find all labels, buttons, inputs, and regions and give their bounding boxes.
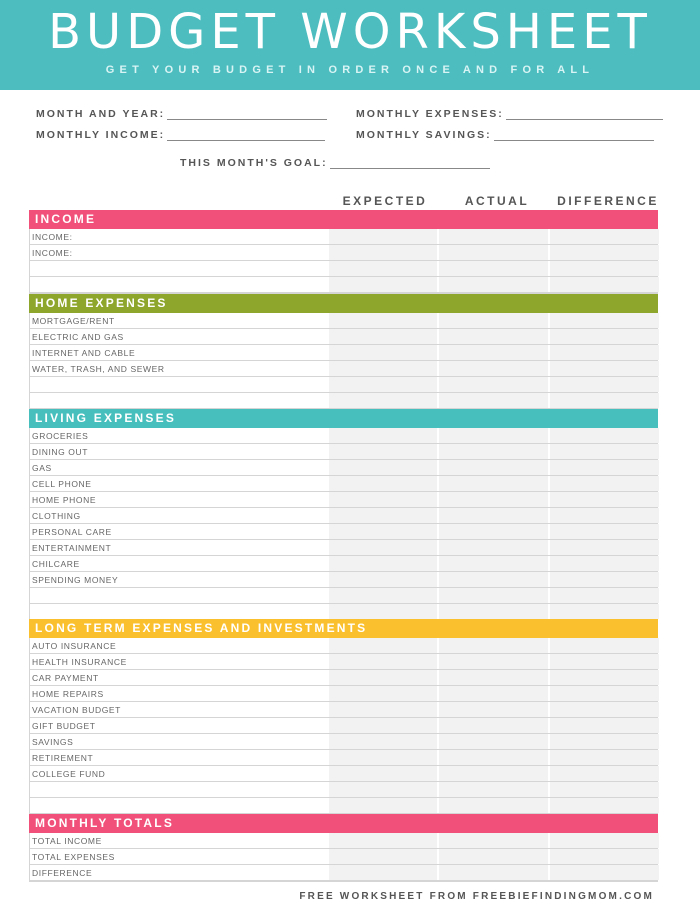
actual-cell[interactable] [439,865,548,880]
actual-cell[interactable] [439,524,548,539]
actual-cell[interactable] [439,245,548,260]
table-row[interactable] [30,798,657,814]
difference-cell[interactable] [550,476,659,491]
difference-cell[interactable] [550,393,659,408]
actual-cell[interactable] [439,361,548,376]
expected-cell[interactable] [329,261,437,276]
expected-cell[interactable] [329,865,437,880]
difference-cell[interactable] [550,686,659,701]
actual-cell[interactable] [439,638,548,653]
table-row[interactable] [30,245,657,261]
row-label: TOTAL INCOME [32,836,102,846]
expected-cell[interactable] [329,798,437,813]
footer-credit: FREE WORKSHEET FROM FREEBIEFINDINGMOM.COM [299,891,654,902]
monthly-income-label: MONTHLY INCOME: [36,129,166,141]
actual-cell[interactable] [439,492,548,507]
expected-cell[interactable] [329,393,437,408]
table-row[interactable] [30,750,657,766]
expected-cell[interactable] [329,849,437,864]
table-row[interactable] [30,766,657,782]
row-label: DIFFERENCE [32,868,93,878]
row-label: CELL PHONE [32,479,92,489]
difference-cell[interactable] [550,460,659,475]
actual-cell[interactable] [439,508,548,523]
table-row[interactable] [30,556,657,572]
difference-cell[interactable] [550,261,659,276]
row-label: DINING OUT [32,447,89,457]
table-row[interactable] [30,702,657,718]
actual-cell[interactable] [439,849,548,864]
difference-cell[interactable] [550,734,659,749]
table-row[interactable] [30,588,657,604]
actual-cell[interactable] [439,833,548,848]
actual-cell[interactable] [439,476,548,491]
income-table [29,229,658,294]
actual-cell[interactable] [439,556,548,571]
home-expenses-section-header: HOME EXPENSES [29,294,658,313]
difference-cell[interactable] [550,604,659,619]
table-row[interactable] [30,718,657,734]
expected-cell[interactable] [329,361,437,376]
expected-cell[interactable] [329,345,437,360]
actual-cell[interactable] [439,670,548,685]
row-label: SPENDING MONEY [32,575,119,585]
table-row[interactable] [30,460,657,476]
actual-cell[interactable] [439,718,548,733]
table-row[interactable] [30,540,657,556]
actual-cell[interactable] [439,782,548,797]
row-label: WATER, TRASH, AND SEWER [32,364,165,374]
difference-cell[interactable] [550,833,659,848]
actual-cell[interactable] [439,229,548,244]
expected-cell[interactable] [329,654,437,669]
expected-cell[interactable] [329,229,437,244]
row-label: INTERNET AND CABLE [32,348,136,358]
difference-cell[interactable] [550,245,659,260]
monthly-expenses-field[interactable] [356,108,663,120]
difference-cell[interactable] [550,588,659,603]
row-label: SAVINGS [32,737,74,747]
goal-label: THIS MONTH'S GOAL: [180,157,328,169]
difference-cell[interactable] [550,444,659,459]
expected-cell[interactable] [329,277,437,292]
row-label: INCOME: [32,248,73,258]
month-year-field[interactable] [36,108,327,120]
month-year-line [167,109,327,120]
difference-cell[interactable] [550,849,659,864]
row-label: MORTGAGE/RENT [32,316,115,326]
row-label: ENTERTAINMENT [32,543,112,553]
living-expenses-table [29,428,658,621]
expected-cell[interactable] [329,444,437,459]
monthly-totals-table [29,833,658,882]
monthly-savings-field[interactable] [356,129,654,141]
row-label: PERSONAL CARE [32,527,112,537]
row-label: CHILCARE [32,559,80,569]
expected-cell[interactable] [329,540,437,555]
actual-cell[interactable] [439,345,548,360]
row-label: COLLEGE FUND [32,769,106,779]
expected-cell[interactable] [329,734,437,749]
row-label: INCOME: [32,232,73,242]
actual-cell[interactable] [439,798,548,813]
expected-cell[interactable] [329,329,437,344]
living-expenses-section-header: LIVING EXPENSES [29,409,658,428]
table-row[interactable] [30,833,657,849]
table-row[interactable] [30,261,657,277]
expected-cell[interactable] [329,377,437,392]
monthly-savings-label: MONTHLY SAVINGS: [356,129,492,141]
difference-cell[interactable] [550,865,659,880]
actual-cell[interactable] [439,329,548,344]
difference-cell[interactable] [550,702,659,717]
expected-cell[interactable] [329,524,437,539]
table-row[interactable] [30,865,657,881]
difference-cell[interactable] [550,766,659,781]
expected-cell[interactable] [329,638,437,653]
actual-cell[interactable] [439,654,548,669]
goal-field[interactable] [180,157,490,169]
actual-cell[interactable] [439,460,548,475]
actual-cell[interactable] [439,766,548,781]
expected-cell[interactable] [329,572,437,587]
difference-cell[interactable] [550,229,659,244]
expected-cell[interactable] [329,670,437,685]
row-label: GIFT BUDGET [32,721,96,731]
expected-cell[interactable] [329,313,437,328]
goal-line [330,158,490,169]
expected-cell[interactable] [329,702,437,717]
actual-cell[interactable] [439,588,548,603]
long-term-table [29,638,658,815]
monthly-totals-section-header: MONTHLY TOTALS [29,814,658,833]
column-header-difference: DIFFERENCE [557,194,659,208]
monthly-income-line [167,130,325,141]
table-row[interactable] [30,313,657,329]
table-row[interactable] [30,444,657,460]
column-header-actual: ACTUAL [464,194,530,208]
home-expenses-table [29,313,658,410]
actual-cell[interactable] [439,540,548,555]
table-row[interactable] [30,345,657,361]
actual-cell[interactable] [439,393,548,408]
row-label: TOTAL EXPENSES [32,852,115,862]
difference-cell[interactable] [550,718,659,733]
row-label: AUTO INSURANCE [32,641,117,651]
monthly-expenses-line [506,109,663,120]
row-label: ELECTRIC AND GAS [32,332,124,342]
table-row[interactable] [30,393,657,409]
home-expenses-section [29,294,658,410]
table-row[interactable] [30,428,657,444]
table-row[interactable] [30,572,657,588]
actual-cell[interactable] [439,377,548,392]
table-row[interactable] [30,654,657,670]
table-row[interactable] [30,508,657,524]
expected-cell[interactable] [329,750,437,765]
difference-cell[interactable] [550,540,659,555]
income-section-header: INCOME [29,210,658,229]
row-label: VACATION BUDGET [32,705,121,715]
expected-cell[interactable] [329,782,437,797]
difference-cell[interactable] [550,345,659,360]
expected-cell[interactable] [329,460,437,475]
table-row[interactable] [30,277,657,293]
table-row[interactable] [30,849,657,865]
monthly-totals-section [29,814,658,882]
monthly-savings-line [494,130,654,141]
table-row[interactable] [30,734,657,750]
row-label: GROCERIES [32,431,89,441]
long-term-section-header: LONG TERM EXPENSES AND INVESTMENTS [29,619,658,638]
difference-cell[interactable] [550,508,659,523]
table-row[interactable] [30,638,657,654]
actual-cell[interactable] [439,750,548,765]
actual-cell[interactable] [439,277,548,292]
difference-cell[interactable] [550,329,659,344]
monthly-income-field[interactable] [36,129,325,141]
difference-cell[interactable] [550,670,659,685]
actual-cell[interactable] [439,444,548,459]
table-row[interactable] [30,524,657,540]
difference-cell[interactable] [550,798,659,813]
expected-cell[interactable] [329,492,437,507]
difference-cell[interactable] [550,638,659,653]
income-section [29,210,658,294]
expected-cell[interactable] [329,428,437,443]
page-title: BUDGET WORKSHEET [48,4,652,60]
difference-cell[interactable] [550,556,659,571]
table-row[interactable] [30,329,657,345]
actual-cell[interactable] [439,572,548,587]
monthly-expenses-label: MONTHLY EXPENSES: [356,108,504,120]
actual-cell[interactable] [439,313,548,328]
row-label: CLOTHING [32,511,81,521]
table-row[interactable] [30,361,657,377]
expected-cell[interactable] [329,766,437,781]
difference-cell[interactable] [550,361,659,376]
actual-cell[interactable] [439,734,548,749]
row-label: GAS [32,463,52,473]
expected-cell[interactable] [329,686,437,701]
row-label: HOME REPAIRS [32,689,104,699]
page-subtitle: GET YOUR BUDGET IN ORDER ONCE AND FOR ALL [105,64,595,76]
row-label: HEALTH INSURANCE [32,657,127,667]
living-expenses-section [29,409,658,621]
expected-cell[interactable] [329,604,437,619]
difference-cell[interactable] [550,524,659,539]
table-row[interactable] [30,670,657,686]
column-header-expected: EXPECTED [342,194,428,208]
header-banner [0,0,700,90]
difference-cell[interactable] [550,654,659,669]
actual-cell[interactable] [439,261,548,276]
expected-cell[interactable] [329,833,437,848]
row-label: RETIREMENT [32,753,94,763]
difference-cell[interactable] [550,277,659,292]
difference-cell[interactable] [550,377,659,392]
difference-cell[interactable] [550,492,659,507]
row-label: CAR PAYMENT [32,673,99,683]
table-row[interactable] [30,377,657,393]
actual-cell[interactable] [439,604,548,619]
table-row[interactable] [30,476,657,492]
actual-cell[interactable] [439,702,548,717]
difference-cell[interactable] [550,572,659,587]
expected-cell[interactable] [329,556,437,571]
expected-cell[interactable] [329,588,437,603]
difference-cell[interactable] [550,313,659,328]
difference-cell[interactable] [550,428,659,443]
difference-cell[interactable] [550,782,659,797]
month-year-label: MONTH AND YEAR: [36,108,166,120]
difference-cell[interactable] [550,750,659,765]
expected-cell[interactable] [329,718,437,733]
actual-cell[interactable] [439,686,548,701]
expected-cell[interactable] [329,245,437,260]
actual-cell[interactable] [439,428,548,443]
table-row[interactable] [30,492,657,508]
expected-cell[interactable] [329,508,437,523]
expected-cell[interactable] [329,476,437,491]
long-term-section [29,619,658,815]
table-row[interactable] [30,782,657,798]
table-row[interactable] [30,229,657,245]
row-label: HOME PHONE [32,495,97,505]
table-row[interactable] [30,604,657,620]
table-row[interactable] [30,686,657,702]
